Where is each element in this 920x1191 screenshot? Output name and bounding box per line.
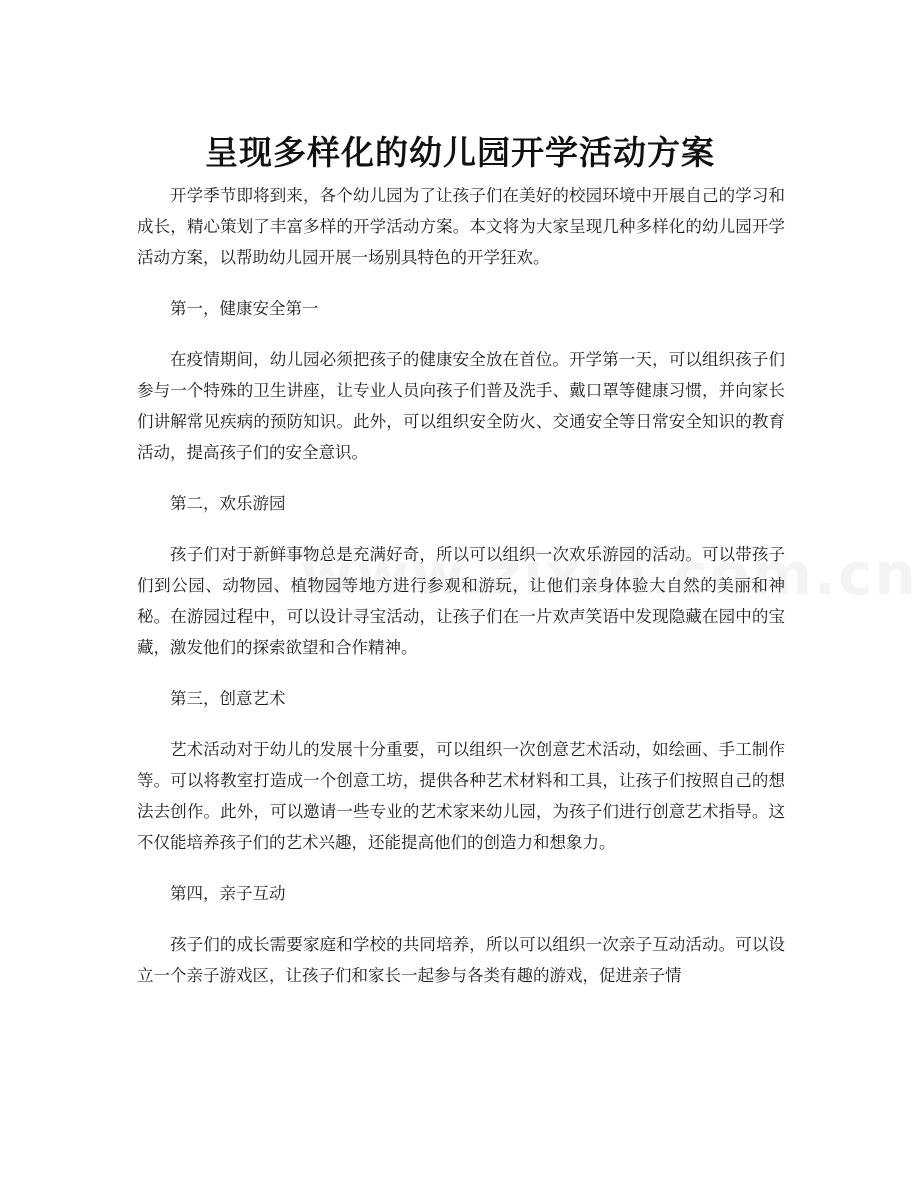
intro-paragraph: 开学季节即将到来，各个幼儿园为了让孩子们在美好的校园环境中开展自己的学习和成长，精心策划了丰富多样的开学活动方案。本文将为大家呈现几种多样化的幼儿园开学活动方案，以帮助幼儿园开展一场别具特色的开学狂欢。 bbox=[137, 186, 785, 267]
section-heading-2: 第二，欢乐游园 bbox=[170, 494, 286, 513]
section-heading-4: 第四，亲子互动 bbox=[170, 884, 286, 903]
section-heading-1: 第一，健康安全第一 bbox=[170, 299, 319, 318]
section-paragraph-2: 孩子们对于新鲜事物总是充满好奇，所以可以组织一次欢乐游园的活动。可以带孩子们到公园、动物园、植物园等地方进行参观和游玩，让他们亲身体验大自然的美丽和神秘。在游园过程中，可以设计寻宝活动，让孩子们在一片欢声笑语中发现隐藏在园中的宝藏，激发他们的探索欲望和合作精神。 bbox=[137, 545, 785, 657]
section-heading-3: 第三，创意艺术 bbox=[170, 689, 286, 708]
section-paragraph-3: 艺术活动对于幼儿的发展十分重要，可以组织一次创意艺术活动，如绘画、手工制作等。可以将教室打造成一个创意工坊，提供各种艺术材料和工具，让孩子们按照自己的想法去创作。此外，可以邀请一些专业的艺术家来幼儿园，为孩子们进行创意艺术指导。这不仅能培养孩子们的艺术兴趣，还能提高他们的创造力和想象力。 bbox=[137, 740, 785, 852]
document-body bbox=[137, 180, 785, 1011]
section-paragraph-1: 在疫情期间，幼儿园必须把孩子的健康安全放在首位。开学第一天，可以组织孩子们参与一个特殊的卫生讲座，让专业人员向孩子们普及洗手、戴口罩等健康习惯，并向家长们讲解常见疾病的预防知识。此外，可以组织安全防火、交通安全等日常安全知识的教育活动，提高孩子们的安全意识。 bbox=[137, 350, 785, 462]
document-title: 呈现多样化的幼儿园开学活动方案 bbox=[205, 133, 715, 173]
section-paragraph-4: 孩子们的成长需要家庭和学校的共同培养，所以可以组织一次亲子互动活动。可以设立一个亲子游戏区，让孩子们和家长一起参与各类有趣的游戏，促进亲子情 bbox=[137, 935, 785, 985]
